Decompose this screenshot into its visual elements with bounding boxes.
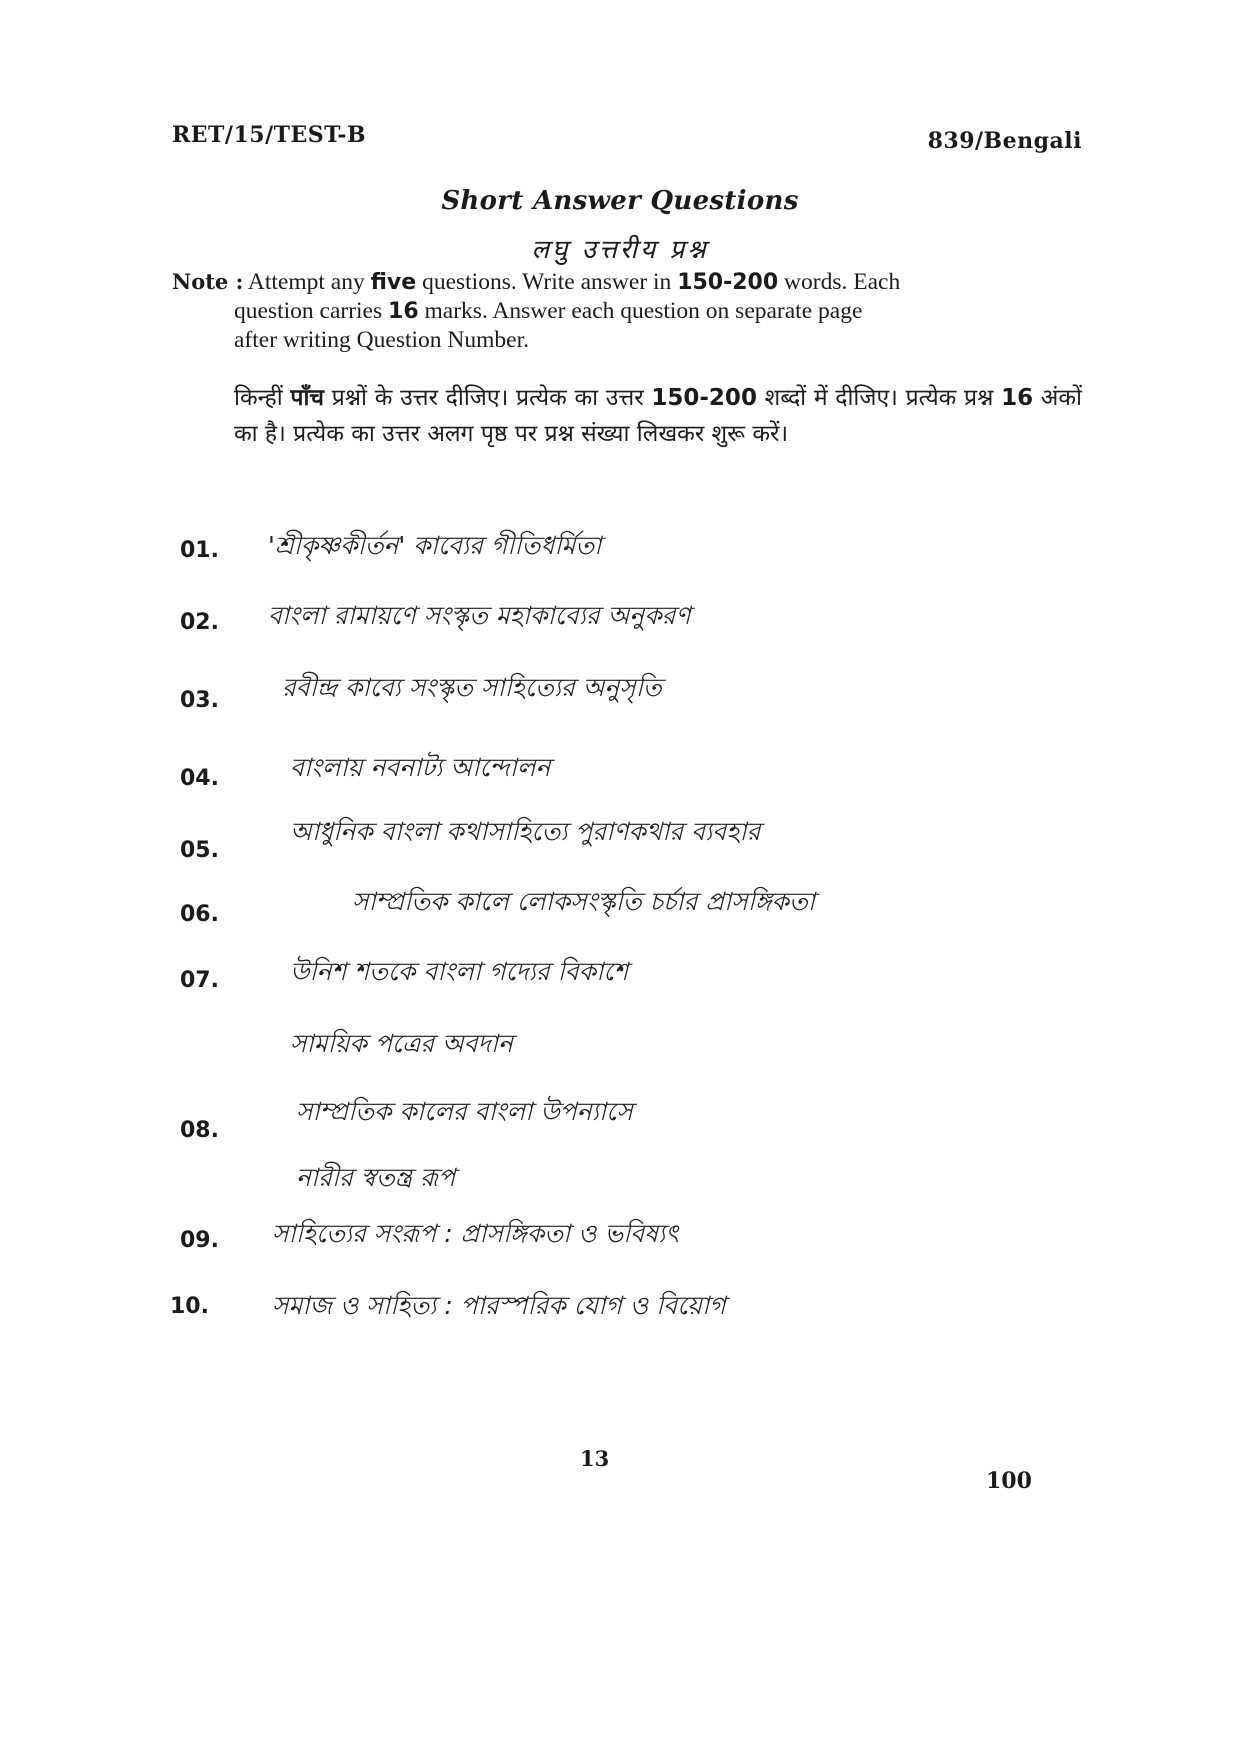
subject-code: 839/Bengali [927,128,1082,154]
question-number: 06. [180,902,219,927]
question-text: সাম্প্রতিক কালের বাংলা উপন্যাসে [296,1097,633,1126]
note-text: after writing Question Number. [234,327,529,353]
note-text: शब्दों में दीजिए। प्रत्येक प्रश्न [756,385,1002,411]
note-hindi [234,380,1082,452]
note-text: किन्हीं [234,385,291,411]
paper-code: RET/15/TEST-B [172,122,367,148]
question-number: 05. [180,838,219,863]
footer-code: 100 [986,1468,1032,1494]
question-text: সাময়িক পত্রের অবদান [290,1029,513,1058]
note-bold: five [370,270,417,295]
note-text: marks. Answer each question on separate page [418,298,863,324]
question-text: রবীন্দ্র কাব্যে সংস্কৃত সাহিত্যের অনুসৃতি [282,673,662,702]
question-text: সমাজ ও সাহিত্য : পারস্পরিক যোগ ও বিয়োগ [272,1291,726,1320]
note-text: अंकों का है। प्रत्येक का उत्तर अलग पृष्ठ पर प्रश्न संख्या लिखकर शुरू करें। [234,385,1082,447]
question-text: সাম্প্রতিক কালে লোকসংস্কৃতি চর্চার প্রাসঙ্গিকতা [352,887,816,916]
note-text: words. Each [778,269,901,295]
note-bold: 150-200 [677,270,779,295]
note-bold: 16 [1001,385,1034,411]
note-bold: पाँच [290,385,325,411]
note-continuation [172,297,1082,326]
note-text: questions. Write answer in [416,269,678,295]
page-subtitle-hindi: लघु उत्तरीय प्रश्न [531,235,709,265]
question-number: 10. [170,1294,209,1319]
question-number: 09. [180,1228,219,1253]
note-text: प्रश्नों के उत्तर दीजिए। प्रत्येक का उत्तर [324,385,652,411]
question-number: 03. [180,688,219,713]
page-title: Short Answer Questions [441,186,799,216]
question-number: 08. [180,1118,219,1143]
note-english [172,268,1082,354]
note-bold: 16 [388,299,419,324]
question-text: আধুনিক বাংলা কথাসাহিত্যে পুরাণকথার ব্যবহার [290,817,761,846]
page-number: 13 [580,1446,610,1471]
note-text: Attempt any [243,269,371,295]
question-number: 04. [180,766,219,791]
note-label: Note : [172,269,244,294]
note-bold: 150-200 [651,385,757,411]
question-text: বাংলা রামায়ণে সংস্কৃত মহাকাব্যের অনুকরণ [268,601,691,630]
question-number: 07. [180,968,219,993]
question-text: সাহিত্যের সংরূপ : প্রাসঙ্গিকতা ও ভবিষ্যৎ [272,1219,679,1248]
question-number: 01. [180,538,219,563]
question-text: বাংলায় নবনাট্য আন্দোলন [290,753,551,782]
question-text: নারীর স্বতন্ত্র রূপ [296,1163,456,1192]
question-number: 02. [180,610,219,635]
question-text: উনিশ শতকে বাংলা গদ্যের বিকাশে [290,957,629,986]
question-text: 'শ্রীকৃষ্ণকীর্তন' কাব্যের গীতিধর্মিতা [268,531,602,560]
note-text: question carries [234,298,389,324]
